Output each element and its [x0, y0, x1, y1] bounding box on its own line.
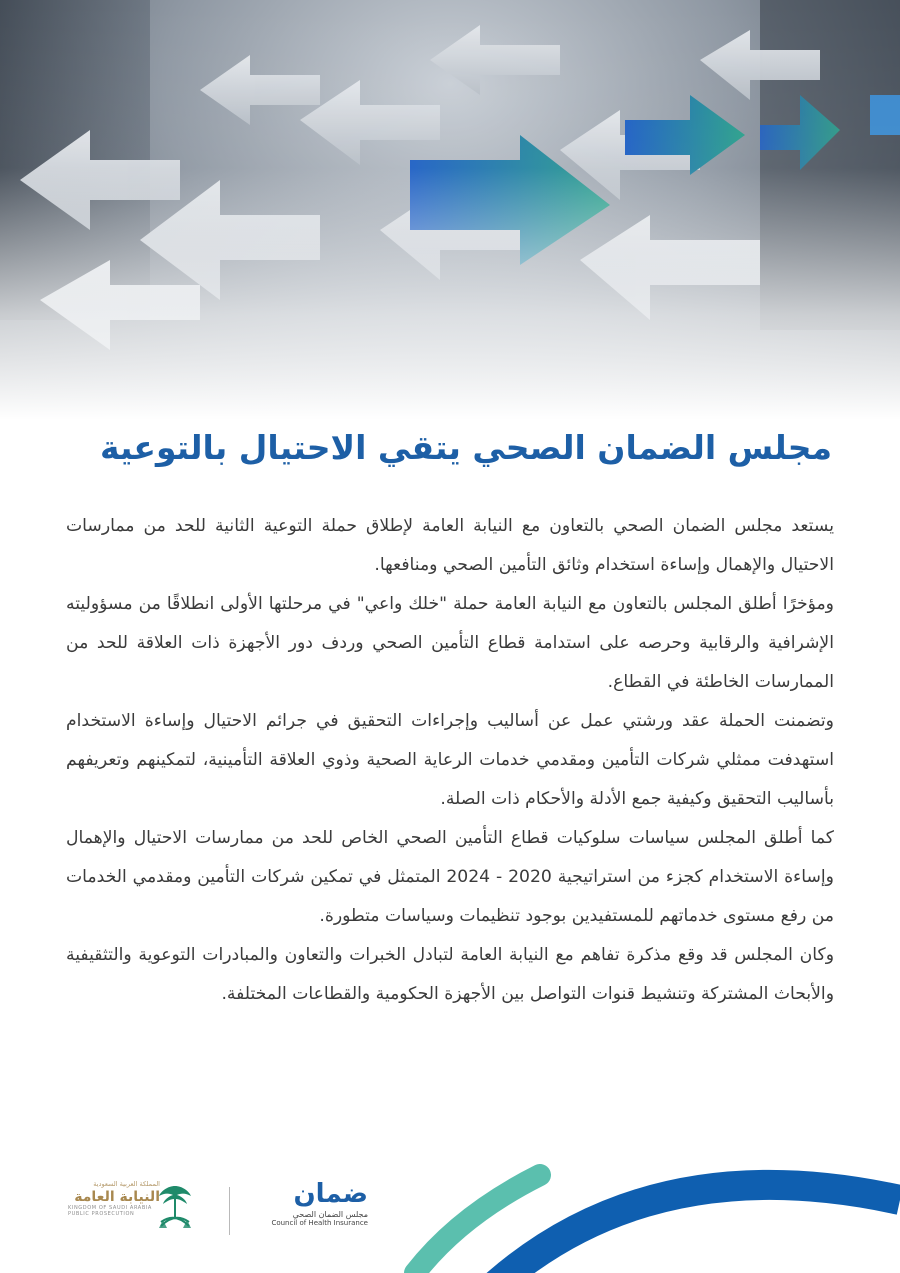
hero-fade-overlay — [0, 0, 900, 420]
chi-name-ar: مجلس الضمان الصحي — [292, 1210, 368, 1219]
blue-arc — [490, 1185, 900, 1273]
paragraph: يستعد مجلس الضمان الصحي بالتعاون مع النيابة العامة لإطلاق حملة التوعية الثانية للحد من ممارسات الاحتيال والإهمال وإساءة استخدام وثائق التأمين الصحي ومنافعها. — [66, 516, 834, 575]
pp-kingdom-en: KINGDOM OF SAUDI ARABIA — [68, 1205, 152, 1211]
paragraph: وتضمنت الحملة عقد ورشتي عمل عن أساليب وإجراءات التحقيق في جرائم الاحتيال وإساءة الاستخدام استهدفت ممثلي شركات التأمين ومقدمي خدمات الرعاية الصحية وذوي العلاقة التأمينية، لتمكينهم وتعريفهم بأساليب التحقيق وكيفية جمع الأدلة والأحكام ذات الصلة. — [66, 711, 834, 809]
chi-wordmark: ضمان — [293, 1179, 368, 1209]
palm-swords-emblem-icon — [158, 1182, 192, 1238]
logo-divider — [229, 1187, 230, 1235]
paragraph: ومؤخرًا أطلق المجلس بالتعاون مع النيابة العامة حملة "خلك واعي" في مرحلتها الأولى انطلاقًا من مسؤوليته الإشرافية والرقابية وحرصه على استدامة قطاع التأمين الصحي وردف دور الأجهزة ذات العلاقة للحد من الممارسات الخاطئة في القطاع. — [66, 594, 834, 692]
chi-name-en: Council of Health Insurance — [271, 1219, 368, 1227]
article-body — [66, 507, 834, 1014]
hero-image — [0, 0, 900, 420]
paragraph: كما أطلق المجلس سياسات سلوكيات قطاع التأمين الصحي الخاص للحد من ممارسات الاحتيال والإهمال وإساءة الاستخدام كجزء من استراتيجية 2020 - 2024 المتمثل في تمكين شركات التأمين ومقدمي الخدمات من رفع مستوى خدماتهم للمستفيدين بوجود تنظيمات وسياسات متطورة. — [66, 828, 834, 926]
pp-kingdom-ar: المملكة العربية السعودية — [93, 1180, 160, 1188]
pp-name-ar: النيابة العامة — [74, 1189, 160, 1205]
pp-name-en: PUBLIC PROSECUTION — [68, 1211, 135, 1217]
council-health-insurance-logo — [258, 1180, 368, 1240]
article-title: مجلس الضمان الصحي يتقي الاحتيال بالتوعية — [99, 428, 832, 467]
paragraph: وكان المجلس قد وقع مذكرة تفاهم مع النيابة العامة لتبادل الخبرات والتعاون والمبادرات التوعوية والتثقيفية والأبحاث المشتركة وتنشيط قنوات التواصل بين الأجهزة الحكومية والقطاعات المختلفة. — [66, 945, 834, 1004]
